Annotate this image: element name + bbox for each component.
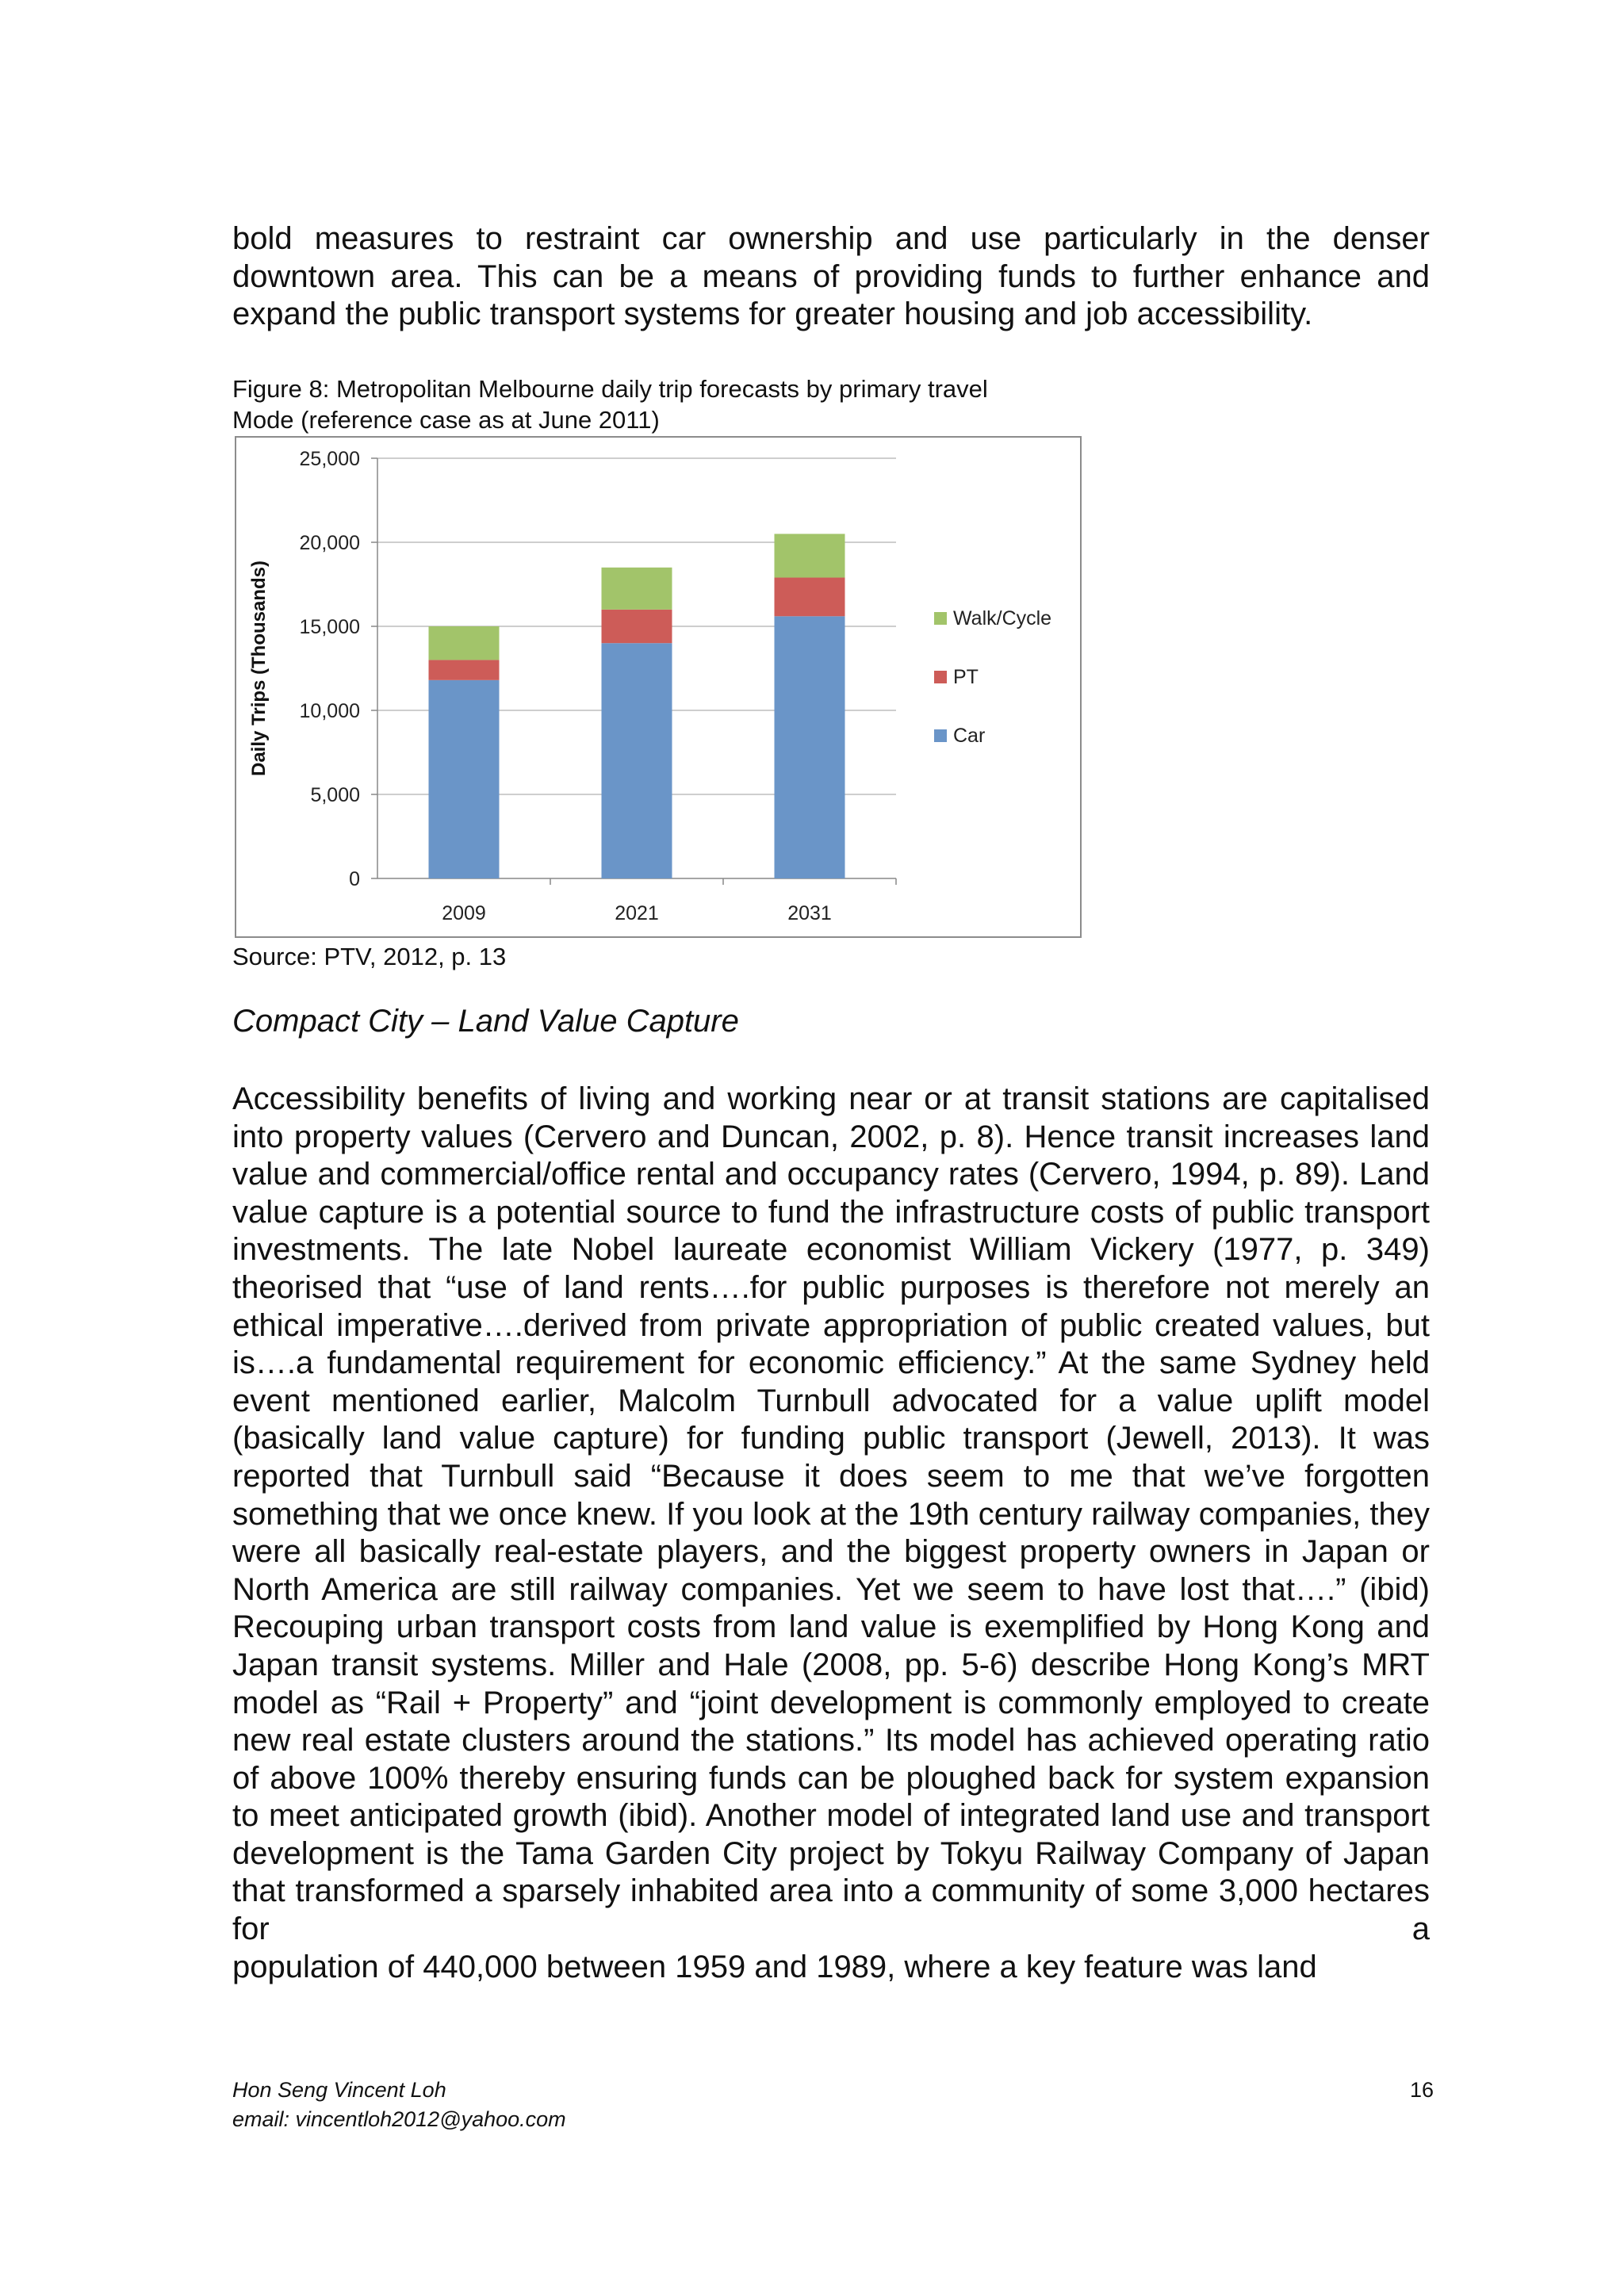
text-line: bold measures to restraint car ownership and use particularly in the denser	[232, 221, 1430, 256]
text-line: costs of public transport investments. The late Nobel laureate economist William	[232, 1194, 1431, 1268]
y-tick-label: 0	[349, 868, 360, 890]
text-line: efficiency.” At the same Sydney held event mentioned earlier, Malcolm Turnbull	[232, 1345, 1430, 1418]
y-axis-label: Daily Trips (Thousands)	[248, 560, 270, 777]
bar-walk-cycle-2009	[429, 626, 500, 660]
text-line: therefore not merely an ethical imperative….derived from private appropriation of	[232, 1269, 1430, 1343]
text-line: biggest property owners in Japan or North America are still railway companies.	[232, 1534, 1430, 1607]
bar-car-2031	[775, 616, 845, 878]
page-footer	[232, 2076, 1430, 2134]
bar-pt-2009	[429, 660, 500, 679]
x-tick-label: 2009	[442, 902, 486, 924]
section-heading: Compact City – Land Value Capture	[232, 1004, 739, 1039]
x-tick-label: 2031	[787, 902, 832, 924]
text-line: expand the public transport systems for greater housing and job accessibility.	[232, 297, 1313, 332]
y-tick-label: 10,000	[299, 700, 360, 722]
footer-email: email: vincentloh2012@yahoo.com	[232, 2107, 566, 2131]
text-line: a sparsely inhabited area into a community of some 3,000 hectares for a	[232, 1873, 1430, 1947]
text-line: funds can be ploughed back for system expansion to meet anticipated growth	[232, 1760, 1430, 1834]
figure-caption-line: Figure 8: Metropolitan Melbourne daily trip forecasts by primary travel	[232, 375, 988, 403]
text-line: public created values, but is….a fundamental requirement for economic	[232, 1307, 1430, 1381]
text-line: Yet we seem to have lost that….” (ibid) Recouping urban transport costs from land	[232, 1571, 1431, 1645]
legend-swatch	[934, 729, 947, 742]
text-line: to me that we’ve forgotten something that we once knew. If you look at the 19th	[232, 1458, 1430, 1532]
legend-label: Walk/Cycle	[953, 607, 1052, 629]
x-tick-label: 2021	[615, 902, 659, 924]
text-line: century railway companies, they were all basically real-estate players, and the	[232, 1496, 1430, 1570]
text-line: development is commonly employed to create new real estate clusters around the	[232, 1685, 1430, 1758]
chart-svg	[236, 438, 1080, 936]
legend-swatch	[934, 671, 947, 683]
text-line: (ibid). Another model of integrated land use and transport development is the	[232, 1798, 1430, 1871]
y-tick-label: 5,000	[310, 784, 360, 806]
text-line: population of 440,000 between 1959 and 1989, where a key feature was land	[232, 1949, 1317, 1984]
bar-car-2009	[429, 680, 500, 878]
page-number: 16	[1409, 2078, 1434, 2102]
text-line: Tama Garden City project by Tokyu Railway Company of Japan that transformed	[232, 1835, 1430, 1909]
bar-pt-2021	[602, 610, 672, 643]
bar-car-2021	[602, 643, 672, 878]
y-tick-label: 20,000	[299, 532, 360, 554]
text-line: value is exemplified by Hong Kong and Japan transit systems. Miller and Hale	[232, 1609, 1430, 1682]
y-tick-label: 25,000	[299, 448, 360, 470]
legend-label: Car	[953, 725, 986, 747]
bar-pt-2031	[775, 578, 845, 617]
legend-label: PT	[953, 666, 979, 688]
intro-paragraph	[232, 220, 1430, 334]
figure-source: Source: PTV, 2012, p. 13	[232, 943, 507, 970]
figure-caption	[232, 373, 1430, 435]
trip-forecast-chart	[235, 436, 1082, 938]
text-line: downtown area. This can be a means of providing funds to further enhance and	[232, 258, 1430, 294]
legend-swatch	[934, 612, 947, 625]
text-line: capitalised into property values (Cervero and Duncan, 2002, p. 8). Hence transit	[232, 1081, 1430, 1154]
bar-walk-cycle-2021	[602, 568, 672, 610]
y-tick-label: 15,000	[299, 616, 360, 638]
text-line: stations.” Its model has achieved operating ratio of above 100% thereby ensuring	[232, 1723, 1430, 1796]
bar-walk-cycle-2031	[775, 534, 845, 577]
figure-caption-line: Mode (reference case as at June 2011)	[232, 406, 660, 434]
text-line: transport (Jewell, 2013). It was reported that Turnbull said “Because it does seem	[232, 1421, 1430, 1494]
text-line: Vickery (1977, p. 349) theorised that “use of land rents….for public purposes is	[232, 1232, 1430, 1305]
body-paragraph	[232, 1081, 1430, 1986]
text-line: advocated for a value uplift model (basically land value capture) for funding public	[232, 1383, 1430, 1456]
text-line: (2008, pp. 5-6) describe Hong Kong’s MRT model as “Rail + Property” and “joint	[232, 1647, 1430, 1720]
text-line: increases land value and commercial/office rental and occupancy rates (Cervero,	[232, 1119, 1430, 1192]
footer-author: Hon Seng Vincent Loh	[232, 2078, 446, 2102]
text-line: Accessibility benefits of living and working near or at transit stations are	[232, 1081, 1268, 1116]
text-line: 1994, p. 89). Land value capture is a potential source to fund the infrastructure	[232, 1157, 1430, 1230]
